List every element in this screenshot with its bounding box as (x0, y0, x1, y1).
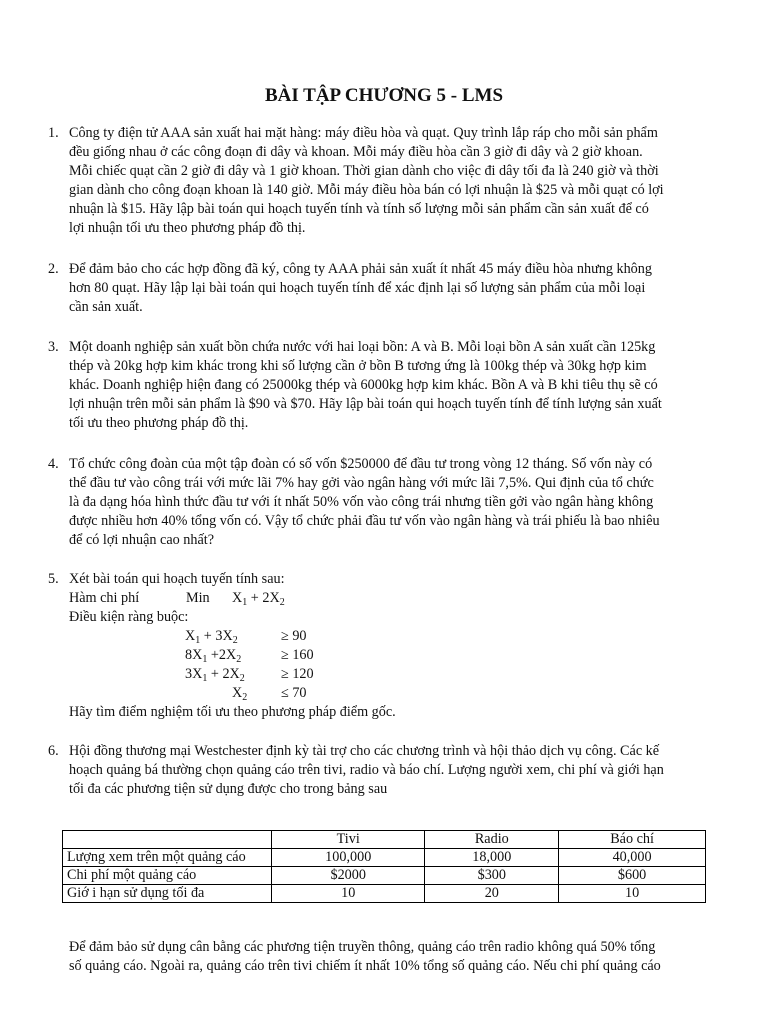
table-cell: $600 (559, 867, 706, 885)
text-line: Để đảm bảo sử dụng cân bằng các phương tiện truyền thông, quảng cáo trên radio không quá 50% tổng (69, 939, 656, 955)
constraint-lhs: $8X_1 +2X_2$ (185, 647, 242, 665)
problem-5 (48, 570, 720, 730)
text-line: khác. Doanh nghiệp hiện đang có 25000kg thép và 6000kg hợp kim khác. Bồn A và B khi tiêu thụ sẽ có (69, 377, 658, 393)
text-line: Mỗi chiếc quạt cần 2 giờ đi dây và 1 giờ khoan. Thời gian dành cho việc đi dây tối đa là 240 giờ và thời (69, 163, 659, 179)
text-line: Hội đồng thương mại Westchester định kỳ tài trợ cho các chương trình và hội thảo dịch vụ công. Các kế (69, 743, 660, 759)
problem-text (69, 260, 721, 317)
problem-number: 5. (48, 571, 59, 587)
table-cell: $2000 (272, 867, 425, 885)
text-line: lợi nhuận trên mỗi sản phẩm là $90 và $70. Hãy lập bài toán qui hoạch tuyến tính để tính lượng sản xuất (69, 396, 662, 412)
text-line: gian dành cho công đoạn khoan là 140 giờ. Mỗi máy điều hòa bán có lợi nhuận là $25 và mỗi quạt có lợi (69, 182, 664, 198)
text-line: đều giống nhau ở các công đoạn đi dây và khoan. Mỗi máy điều hòa cần 3 giờ đi dây và 2 giờ khoan. (69, 144, 643, 160)
text-line: Tổ chức công đoàn của một tập đoàn có số vốn $250000 để đầu tư trong vòng 12 tháng. Số vốn này có (69, 456, 653, 472)
table-cell: $300 (425, 867, 559, 885)
problem-number: 3. (48, 339, 59, 355)
problem-text (69, 938, 721, 976)
constraints-label: Điều kiện ràng buộc: (69, 609, 189, 625)
text-line: tối ưu theo phương pháp đồ thị. (69, 415, 249, 431)
table-cell: 20 (425, 885, 559, 903)
table-cell: 10 (559, 885, 706, 903)
text-line: hơn 80 quạt. Hãy lập lại bài toán qui hoạch tuyến tính để xác định lại số lượng sản phẩm của mỗi loại (69, 280, 646, 296)
text-line: lợi nhuận tối ưu theo phương pháp đồ thị. (69, 220, 306, 236)
problem-text (69, 742, 721, 799)
constraint-rhs: ≥ 90 (281, 628, 307, 644)
problem-question: Hãy tìm điểm nghiệm tối ưu theo phương pháp điểm gốc. (69, 704, 396, 720)
table-row-label: Chi phí một quảng cáo (63, 867, 272, 885)
text-line: nhuận là $15. Hãy lập bài toán qui hoạch tuyến tính và tính số lượng mỗi sản phẩm cần sản xuất để có (69, 201, 649, 217)
table-row (63, 885, 706, 903)
table-header-row (63, 831, 706, 849)
problem-text (69, 338, 721, 433)
objective-direction: Min (186, 590, 210, 606)
table-row-label: Giớ i hạn sử dụng tối đa (63, 885, 272, 903)
text-line: thể đầu tư vào công trái với mức lãi 7% hay gởi vào ngân hàng với mức lãi 7,5%. Qui định của tổ chức (69, 475, 654, 491)
table-row (63, 849, 706, 867)
text-line: tối đa các phương tiện sử dụng được cho trong bảng sau (69, 781, 388, 797)
problem-text (69, 455, 721, 550)
problem-intro: Xét bài toán qui hoạch tuyến tính sau: (69, 571, 285, 587)
text-line: thép và 20kg hợp kim khác trong khi số lượng cần ở bồn B tương ứng là 100kg thép và 30kg hợp kim (69, 358, 647, 374)
table-cell: 40,000 (559, 849, 706, 867)
problem-text (69, 124, 721, 238)
table-header-cell: Báo chí (559, 831, 706, 849)
page-title: BÀI TẬP CHƯƠNG 5 - LMS (264, 85, 504, 106)
table-cell: 18,000 (425, 849, 559, 867)
problem-number: 1. (48, 125, 59, 141)
constraint-lhs: $X_2$ (232, 685, 248, 703)
table-header-cell (63, 831, 272, 849)
text-line: Một doanh nghiệp sản xuất bồn chứa nước với hai loại bồn: A và B. Mỗi loại bồn A sản xuất cần 125kg (69, 339, 656, 355)
table-header-cell: Radio (425, 831, 559, 849)
table-cell: 100,000 (272, 849, 425, 867)
text-line: cần sản xuất. (69, 299, 143, 315)
constraint-lhs: $X_1 + 3X_2$ (185, 628, 238, 646)
text-line: để có lợi nhuận cao nhất? (69, 532, 214, 548)
text-line: hoạch quảng bá thường chọn quảng cáo trên tivi, radio và báo chí. Lượng người xem, chi phí và giới hạn (69, 762, 664, 778)
problem-number: 6. (48, 743, 59, 759)
objective-label: Hàm chi phí (69, 590, 140, 606)
text-line: được nhiều hơn 40% tổng vốn có. Vậy tổ chức phải đầu tư vốn vào ngân hàng và trái phiếu là bao nhiêu (69, 513, 660, 529)
constraint-rhs: ≥ 120 (281, 666, 314, 682)
objective-expression: $X_1 + 2X_2$ (232, 590, 285, 608)
constraint-lhs: $3X_1 + 2X_2$ (185, 666, 245, 684)
text-line: Để đảm bảo cho các hợp đồng đã ký, công ty AAA phải sản xuất ít nhất 45 máy điều hòa nhưng không (69, 261, 652, 277)
table-header-cell: Tivi (272, 831, 425, 849)
table-cell: 10 (272, 885, 425, 903)
problem-number: 2. (48, 261, 59, 277)
media-table (62, 830, 706, 903)
constraint-rhs: ≥ 160 (281, 647, 314, 663)
table-row (63, 867, 706, 885)
text-line: Công ty điện tử AAA sản xuất hai mặt hàng: máy điều hòa và quạt. Quy trình lắp ráp cho mỗi sản phẩm (69, 125, 658, 141)
text-line: số quảng cáo. Ngoài ra, quảng cáo trên tivi chiếm ít nhất 10% tổng số quảng cáo. Nếu chi phí quảng cáo (69, 958, 661, 974)
problem-number: 4. (48, 456, 59, 472)
table-row-label: Lượng xem trên một quảng cáo (63, 849, 272, 867)
constraint-rhs: ≤ 70 (281, 685, 307, 701)
text-line: là đa dạng hóa hình thức đầu tư với ít nhất 50% vốn vào công trái nhưng tiền gởi vào ngân hàng không (69, 494, 654, 510)
